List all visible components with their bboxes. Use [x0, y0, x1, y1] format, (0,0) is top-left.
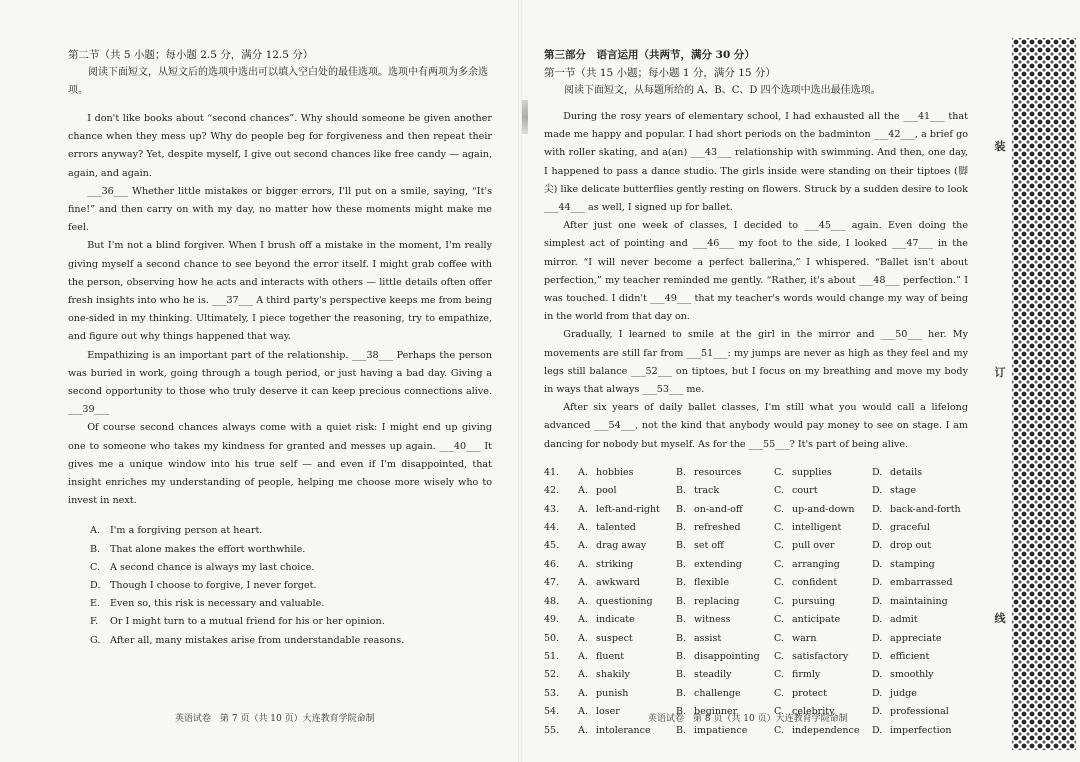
question-row	[544, 611, 968, 629]
choice-d	[872, 703, 970, 721]
choice-d	[872, 501, 970, 519]
question-grid	[544, 464, 968, 740]
choice-b	[676, 501, 774, 519]
choice-text: pursuing	[792, 595, 835, 607]
choice-letter: A.	[578, 522, 588, 534]
choice-letter: D.	[872, 577, 883, 589]
choice-text: celebrity	[792, 706, 835, 718]
option-text: A second chance is always my last choice.	[110, 561, 315, 573]
option-letter: C.	[90, 561, 101, 573]
choice-d	[872, 482, 970, 500]
choice-a	[578, 464, 676, 482]
choice-text: questioning	[596, 595, 653, 607]
choice-a	[578, 537, 676, 555]
choice-a	[578, 482, 676, 500]
choice-d	[872, 593, 970, 611]
choice-text: pull over	[792, 540, 835, 552]
choice-letter: C.	[774, 706, 784, 718]
section-title: 第一节（共 15 小题；每小题 1 分，满分 15 分）	[544, 67, 776, 79]
choice-a	[578, 666, 676, 684]
choice-letter: B.	[676, 595, 687, 607]
choice-text: beginner	[694, 706, 738, 718]
choice-a	[578, 556, 676, 574]
choice-b	[676, 593, 774, 611]
section-title: 第二节（共 5 小题；每小题 2.5 分，满分 12.5 分）	[68, 49, 314, 61]
choice-letter: B.	[676, 466, 687, 478]
choice-letter: C.	[774, 485, 784, 497]
binding-char-xian: 线	[992, 610, 1008, 626]
choice-letter: B.	[676, 485, 687, 497]
passage	[544, 108, 968, 454]
option-letter: D.	[90, 580, 101, 592]
choice-b	[676, 611, 774, 629]
choice-letter: C.	[774, 669, 784, 681]
option-text: Or I might turn to a mutual friend for his or her opinion.	[110, 616, 385, 628]
choice-letter: C.	[774, 614, 784, 626]
choice-letter: D.	[872, 687, 883, 699]
choice-c	[774, 722, 872, 740]
choice-text: talented	[596, 522, 636, 534]
question-number: 51.	[544, 650, 560, 662]
choice-text: up-and-down	[792, 503, 855, 515]
choice-letter: C.	[774, 466, 784, 478]
reading-section	[68, 46, 492, 650]
choice-text: judge	[890, 687, 917, 699]
choice-text: admit	[890, 614, 918, 626]
question-row	[544, 574, 968, 592]
choice-d	[872, 519, 970, 537]
choice-letter: A.	[578, 577, 588, 589]
question-number: 44.	[544, 522, 560, 534]
question-number: 41.	[544, 466, 560, 478]
choice-c	[774, 519, 872, 537]
choice-text: embarrassed	[890, 577, 953, 589]
passage	[68, 110, 492, 510]
choice-text: indicate	[596, 614, 635, 626]
choice-letter: A.	[578, 614, 588, 626]
choice-b	[676, 685, 774, 703]
option-text: I'm a forgiving person at heart.	[110, 525, 263, 537]
choice-text: impatience	[694, 724, 748, 736]
option-item	[68, 541, 492, 559]
choice-c	[774, 685, 872, 703]
choice-text: professional	[890, 706, 949, 718]
question-row	[544, 722, 968, 740]
choice-text: firmly	[792, 669, 821, 681]
choice-a	[578, 722, 676, 740]
choice-letter: C.	[774, 632, 784, 644]
choice-text: appreciate	[890, 632, 942, 644]
choice-text: set off	[694, 540, 724, 552]
cloze-section	[544, 46, 968, 740]
choice-letter: A.	[578, 485, 588, 497]
section-instructions: 阅读下面短文，从短文后的选项中选出可以填入空白处的最佳选项。选项中有两项为多余选项。	[68, 67, 488, 96]
question-number: 54.	[544, 706, 560, 718]
choice-letter: B.	[676, 577, 687, 589]
choice-text: court	[792, 485, 818, 497]
choice-text: refreshed	[694, 522, 741, 534]
choice-letter: A.	[578, 632, 588, 644]
passage-paragraph: After six years of daily ballet classes, I'm still what you would call a lifelong advanced ___54___, not the kind that anybody would pay money to see on stage. I am dancing for nobody but myself. As for the ___55___? It's part of being alive.	[544, 402, 968, 450]
choice-a	[578, 501, 676, 519]
choice-d	[872, 666, 970, 684]
option-letter: E.	[90, 598, 101, 610]
choice-text: left-and-right	[596, 503, 660, 515]
choice-c	[774, 648, 872, 666]
choice-letter: C.	[774, 687, 784, 699]
choice-text: replacing	[694, 595, 740, 607]
choice-c	[774, 593, 872, 611]
choice-d	[872, 611, 970, 629]
choice-letter: B.	[676, 614, 687, 626]
passage-paragraph: ___36___ Whether little mistakes or bigger errors, I'll put on a smile, saying, “It's fine!” and then carry on with my day, no matter how these moments might make me feel.	[68, 185, 492, 234]
choice-b	[676, 482, 774, 500]
choice-letter: D.	[872, 724, 883, 736]
choice-letter: B.	[676, 558, 687, 570]
choice-letter: B.	[676, 540, 687, 552]
choice-letter: A.	[578, 540, 588, 552]
choice-letter: D.	[872, 632, 883, 644]
choice-b	[676, 722, 774, 740]
option-item	[68, 632, 492, 650]
choice-c	[774, 501, 872, 519]
choice-letter: C.	[774, 540, 784, 552]
choice-letter: B.	[676, 706, 687, 718]
choice-c	[774, 611, 872, 629]
choice-text: intolerance	[596, 724, 651, 736]
choice-text: smoothly	[890, 669, 934, 681]
question-number: 53.	[544, 687, 560, 699]
choice-text: protect	[792, 687, 827, 699]
choice-text: stamping	[890, 558, 935, 570]
choice-text: pool	[596, 485, 617, 497]
question-number: 52.	[544, 669, 560, 681]
choice-a	[578, 630, 676, 648]
option-letter: A.	[90, 525, 100, 537]
choice-letter: D.	[872, 614, 883, 626]
choice-d	[872, 722, 970, 740]
choice-b	[676, 556, 774, 574]
choice-text: fluent	[596, 650, 625, 662]
binding-char-ding: 订	[992, 364, 1008, 380]
choice-letter: A.	[578, 503, 588, 515]
choice-letter: C.	[774, 503, 784, 515]
question-row	[544, 519, 968, 537]
choice-letter: B.	[676, 650, 687, 662]
option-text: After all, many mistakes arise from understandable reasons.	[110, 634, 405, 646]
choice-letter: B.	[676, 669, 687, 681]
question-number: 49.	[544, 614, 560, 626]
choice-text: steadily	[694, 669, 732, 681]
choice-text: resources	[694, 466, 742, 478]
choice-letter: D.	[872, 503, 883, 515]
choice-text: efficient	[890, 650, 930, 662]
option-text: Even so, this risk is necessary and valuable.	[110, 598, 325, 610]
choice-c	[774, 482, 872, 500]
security-pattern	[1012, 38, 1076, 750]
choice-text: extending	[694, 558, 742, 570]
choice-b	[676, 537, 774, 555]
question-row	[544, 501, 968, 519]
part-title: 第三部分 语言运用（共两节，满分 30 分）	[544, 49, 755, 61]
choice-d	[872, 574, 970, 592]
question-row	[544, 685, 968, 703]
option-letter: F.	[90, 616, 99, 628]
question-row	[544, 630, 968, 648]
choice-letter: C.	[774, 577, 784, 589]
choice-letter: D.	[872, 650, 883, 662]
choice-b	[676, 630, 774, 648]
choice-text: graceful	[890, 522, 930, 534]
choice-letter: B.	[676, 522, 687, 534]
choice-text: suspect	[596, 632, 633, 644]
question-number: 55.	[544, 724, 560, 736]
choice-letter: D.	[872, 595, 883, 607]
choice-letter: D.	[872, 706, 883, 718]
question-row	[544, 556, 968, 574]
choice-a	[578, 593, 676, 611]
choice-c	[774, 537, 872, 555]
question-row	[544, 464, 968, 482]
question-number: 47.	[544, 577, 560, 589]
choice-text: track	[694, 485, 720, 497]
option-item	[68, 613, 492, 631]
choice-text: back-and-forth	[890, 503, 961, 515]
choice-text: imperfection	[890, 724, 952, 736]
question-row	[544, 482, 968, 500]
question-number: 43.	[544, 503, 560, 515]
choice-text: punish	[596, 687, 629, 699]
choice-text: awkward	[596, 577, 640, 589]
page-footer: 英语试卷 第 8 页（共 10 页）大连教育学院命制	[648, 714, 848, 724]
choice-letter: C.	[774, 558, 784, 570]
option-item	[68, 522, 492, 540]
choice-text: on-and-off	[694, 503, 743, 515]
choice-a	[578, 648, 676, 666]
question-row	[544, 666, 968, 684]
choice-text: confident	[792, 577, 838, 589]
choice-letter: D.	[872, 540, 883, 552]
choice-text: assist	[694, 632, 722, 644]
choice-d	[872, 556, 970, 574]
choice-d	[872, 685, 970, 703]
choice-d	[872, 630, 970, 648]
question-number: 45.	[544, 540, 560, 552]
choice-text: anticipate	[792, 614, 841, 626]
choice-a	[578, 611, 676, 629]
choice-letter: C.	[774, 522, 784, 534]
section-instructions: 阅读下面短文，从每题所给的 A、B、C、D 四个选项中选出最佳选项。	[564, 85, 881, 96]
choice-a	[578, 519, 676, 537]
choice-text: details	[890, 466, 923, 478]
question-number: 48.	[544, 595, 560, 607]
choice-text: disappointing	[694, 650, 760, 662]
page-footer: 英语试卷 第 7 页（共 10 页）大连教育学院命制	[175, 714, 375, 724]
choice-text: arranging	[792, 558, 840, 570]
right-page	[520, 0, 1000, 762]
option-item	[68, 559, 492, 577]
question-number: 46.	[544, 558, 560, 570]
choice-letter: A.	[578, 650, 588, 662]
choice-c	[774, 666, 872, 684]
choice-b	[676, 464, 774, 482]
choice-letter: A.	[578, 466, 588, 478]
choice-letter: D.	[872, 669, 883, 681]
passage-paragraph: During the rosy years of elementary school, I had exhausted all the ___41___ that made me happy and popular. I had short periods on the badminton ___42___, a brief go with roller skating, and a(an) ___43___ relationship with swimming. And then, one day, I happened to pass a dance studio. The girls inside were standing on their tiptoes (脚尖) like delicate butterflies gently resting on flowers. Struck by a sudden desire to look ___44___ as well, I signed up for ballet.	[544, 111, 968, 214]
choice-text: stage	[890, 485, 917, 497]
choice-letter: B.	[676, 724, 687, 736]
choice-letter: D.	[872, 558, 883, 570]
binding-char-zhuang: 装	[992, 138, 1008, 154]
choice-letter: D.	[872, 522, 883, 534]
choice-text: challenge	[694, 687, 741, 699]
option-text: That alone makes the effort worthwhile.	[110, 543, 306, 555]
choice-letter: C.	[774, 724, 784, 736]
choice-c	[774, 464, 872, 482]
choice-text: intelligent	[792, 522, 842, 534]
choice-text: witness	[694, 614, 731, 626]
choice-text: drop out	[890, 540, 932, 552]
passage-paragraph: But I'm not a blind forgiver. When I brush off a mistake in the moment, I'm really giving myself a second chance to see beyond the error itself. I might grab coffee with the person, observing how he acts and interacts with others — little details often offer fresh insights into who he is. ___37___ A third party's perspective keeps me from being one-sided in my thinking. Ultimately, I piece together the reasoning, try to empathize, and figure out why things happened that way.	[68, 240, 492, 343]
choice-c	[774, 556, 872, 574]
question-row	[544, 593, 968, 611]
choice-c	[774, 574, 872, 592]
choice-letter: B.	[676, 503, 687, 515]
choice-text: supplies	[792, 466, 832, 478]
choice-letter: A.	[578, 724, 588, 736]
choice-letter: A.	[578, 687, 588, 699]
choice-text: satisfactory	[792, 650, 849, 662]
passage-paragraph: I don't like books about “second chances”. Why should someone be given another chance when they mess up? Why do people beg for forgiveness and then repeat their errors anyway? Yet, despite myself, I give out second chances like free candy — again, again, and again.	[68, 113, 492, 179]
choice-b	[676, 574, 774, 592]
choice-text: flexible	[694, 577, 730, 589]
passage-paragraph: After just one week of classes, I decided to ___45___ again. Even doing the simplest act of pointing and ___46___ my foot to the side, I looked ___47___ in the mirror. “I will never become a perfect ballerina,” I whispered. “Ballet isn't about perfection,” my teacher reminded me gently. “Rather, it's about ___48___ perfection.” I was touched. I didn't ___49___ that my teacher's words would change my way of being in the world from that day on.	[544, 220, 968, 323]
choice-d	[872, 648, 970, 666]
choice-text: independence	[792, 724, 860, 736]
passage-paragraph: Empathizing is an important part of the relationship. ___38___ Perhaps the person was buried in work, going through a tough period, or just having a bad day. Giving a second opportunity to those who truly deserve it can keep precious connections alive. ___39___	[68, 349, 492, 416]
choice-letter: A.	[578, 595, 588, 607]
choice-a	[578, 574, 676, 592]
option-text: Though I choose to forgive, I never forget.	[110, 580, 317, 592]
option-list	[68, 522, 492, 649]
question-number: 42.	[544, 485, 560, 497]
choice-letter: B.	[676, 687, 687, 699]
choice-letter: A.	[578, 669, 588, 681]
question-row	[544, 537, 968, 555]
choice-text: drag away	[596, 540, 647, 552]
question-row	[544, 648, 968, 666]
passage-paragraph: Gradually, I learned to smile at the girl in the mirror and ___50___ her. My movements are still far from ___51___: my jumps are never as high as they feel and my legs still balance ___52___ on tiptoes, but I focus on my breathing and move my body in ways that always ___53___ me.	[544, 329, 968, 396]
choice-b	[676, 519, 774, 537]
choice-text: maintaining	[890, 595, 948, 607]
choice-a	[578, 685, 676, 703]
choice-c	[774, 630, 872, 648]
choice-letter: A.	[578, 706, 588, 718]
choice-text: warn	[792, 632, 817, 644]
option-letter: B.	[90, 543, 101, 555]
left-page	[0, 0, 520, 762]
choice-d	[872, 464, 970, 482]
choice-letter: D.	[872, 485, 883, 497]
option-item	[68, 577, 492, 595]
choice-letter: B.	[676, 632, 687, 644]
passage-paragraph: Of course second chances always come with a quiet risk: I might end up giving one to someone who takes my kindness for granted and messes up again. ___40___ It gives me a unique window into his true self — and even if I'm disappointed, that insight enriches my understanding of people, helping me choose more wisely who to invest in next.	[68, 422, 492, 507]
choice-letter: C.	[774, 650, 784, 662]
choice-letter: D.	[872, 466, 883, 478]
choice-text: shakily	[596, 669, 630, 681]
choice-text: hobbies	[596, 466, 634, 478]
choice-d	[872, 537, 970, 555]
option-item	[68, 595, 492, 613]
option-letter: G.	[90, 634, 101, 646]
choice-text: loser	[596, 706, 620, 718]
choice-text: striking	[596, 558, 634, 570]
question-number: 50.	[544, 632, 560, 644]
choice-b	[676, 648, 774, 666]
choice-letter: A.	[578, 558, 588, 570]
choice-b	[676, 666, 774, 684]
choice-letter: C.	[774, 595, 784, 607]
